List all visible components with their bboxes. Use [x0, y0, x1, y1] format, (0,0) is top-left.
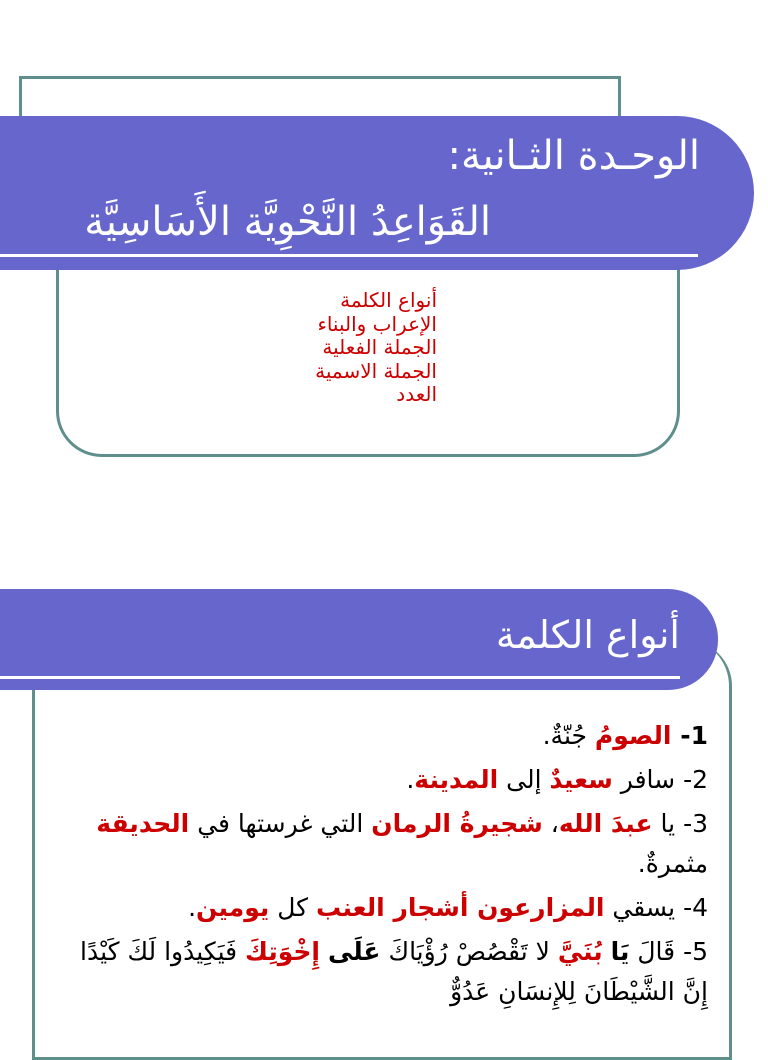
sentence-text: يا	[652, 809, 676, 838]
topic-item: العدد	[396, 382, 437, 406]
highlighted-word: يومين	[196, 893, 270, 922]
sentence-text: سافر	[612, 765, 676, 794]
sentence-text: قَالَ	[629, 937, 676, 966]
highlighted-word: الصومُ	[594, 721, 672, 750]
sentence-number: 2-	[675, 765, 708, 794]
sentence-text: مثمرةٌ.	[637, 849, 708, 878]
topic-item: الجملة الاسمية	[315, 358, 437, 383]
example-sentence	[48, 888, 708, 928]
topics-list	[315, 289, 437, 407]
sentence-text: كل	[269, 893, 316, 922]
sentence-text: .	[188, 893, 197, 922]
sentence-text: يَا	[610, 937, 630, 966]
sentence-text: جُنّةٌ.	[542, 721, 595, 750]
sentence-text: يسقي	[604, 893, 676, 922]
example-sentence	[48, 760, 708, 800]
sentence-text: .	[406, 765, 415, 794]
highlighted-word: المدينة	[414, 765, 499, 794]
slide1-title-underline	[0, 254, 698, 257]
example-sentence	[48, 804, 708, 884]
unit-title: الوحـدة الثـانية:	[447, 133, 700, 179]
highlighted-word: إِخْوَتِكَ	[245, 937, 320, 966]
example-sentence	[48, 716, 708, 756]
sentence-text: لا تَقْصُصْ رُؤْيَاكَ	[380, 937, 558, 966]
sentence-number: 1-	[671, 721, 708, 750]
highlighted-word: عبدَ الله	[558, 809, 653, 838]
topic-item: الإعراب والبناء	[317, 311, 437, 336]
unit-subtitle: القَوَاعِدُ النَّحْوِيَّة الأَسَاسِيَّة	[84, 199, 491, 245]
highlighted-word: الحديقة	[96, 809, 190, 838]
sentence-number: 5-	[675, 937, 708, 966]
highlighted-word: المزارعون أشجار العنب	[316, 893, 605, 922]
topic-item: الجملة الفعلية	[322, 335, 437, 359]
slide2-title: أنواع الكلمة	[495, 613, 680, 657]
topic-item: أنواع الكلمة	[340, 288, 437, 312]
example-sentence	[48, 932, 708, 1012]
sentence-text: عَلَى	[327, 937, 381, 966]
sentence-number: 3-	[675, 809, 708, 838]
sentence-text: ،	[542, 809, 559, 838]
sentence-text	[320, 937, 328, 966]
highlighted-word: شجيرةُ الرمان	[371, 809, 543, 838]
sentence-number: 4-	[675, 893, 708, 922]
highlighted-word: سعيدٌ	[549, 765, 613, 794]
sentence-text: التي غرستها في	[189, 809, 372, 838]
slide2-title-underline	[0, 676, 680, 679]
sentence-text: فَيَكِيدُوا لَكَ كَيْدًا إِنَّ الشَّيْطَانَ لِلإِنسَانِ عَدُوٌّ	[80, 937, 708, 1006]
sentence-text: إلى	[498, 765, 550, 794]
example-sentences	[48, 716, 708, 1016]
highlighted-word: بُنَيَّ	[557, 937, 603, 966]
sentence-text	[603, 937, 611, 966]
